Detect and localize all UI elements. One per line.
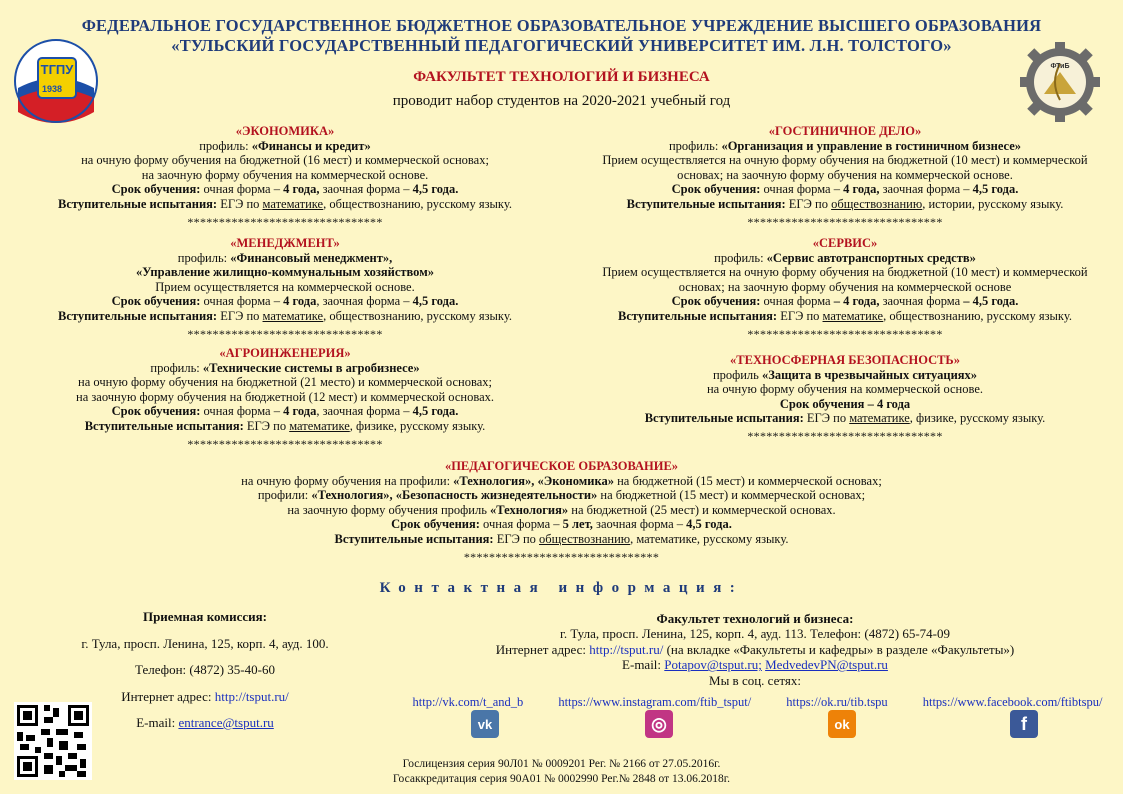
separator: ******************************* [187,436,383,451]
vk-icon[interactable]: vk [471,710,499,738]
program-profile: профиль: «Организация и управление в гостиничном бизнесе» [668,138,1022,153]
program-exams: Вступительные испытания: ЕГЭ по математике, обществознанию, русскому языку. [58,196,512,211]
program-exams: Вступительные испытания: ЕГЭ по обществознанию, математике, русскому языку. [334,531,789,546]
admission-web-link[interactable]: http://tsput.ru/ [214,688,289,704]
program-line: на очную форму обучения на бюджетной (16 мест) и коммерческой основах; [81,153,489,168]
separator: ******************************* [747,428,943,443]
faculty-web: Интернет адрес: http://tsput.ru/ (на вкладке «Факультеты и кафедры» в разделе «Факультеты») [495,641,1015,657]
program-line: Прием осуществляется на очную форму обучения на бюджетной (10 мест) и коммерческой [602,265,1088,280]
program-title: «АГРОИНЖЕНЕРИЯ» [219,346,351,360]
program-title: «ПЕДАГОГИЧЕСКОЕ ОБРАЗОВАНИЕ» [444,459,679,473]
separator: ******************************* [463,549,660,564]
program-term: Срок обучения: очная форма – 4 года, заочная форма – 4,5 года. [671,182,1019,197]
program-management [15,236,555,341]
program-profile: профиль: «Финансовый менеджмент», [177,250,393,265]
contacts-title: Контактная информация: [379,580,744,596]
program-exams: Вступительные испытания: ЕГЭ по математике, обществознанию, русскому языку. [58,308,512,323]
faculty-address: г. Тула, просп. Ленина, 125, корп. 4, ауд. 113. Телефон: (4872) 65-74-09 [560,626,950,642]
svg-text:ТГПУ: ТГПУ [40,62,74,77]
program-title: «ЭКОНОМИКА» [235,124,335,138]
program-line: на очную форму обучения на коммерческой основе. [706,382,983,397]
admission-title: Приемная комиссия: [142,609,268,624]
program-title: «МЕНЕДЖМЕНТ» [230,236,340,250]
instagram-icon[interactable]: ◎ [645,710,673,738]
program-profile-2: «Управление жилищно-коммунальным хозяйством» [136,265,434,280]
program-exams: Вступительные испытания: ЕГЭ по математике, физике, русскому языку. [84,418,486,433]
admission-web: Интернет адрес: http://tsput.ru/ [121,688,289,704]
program-line: профили: «Технология», «Безопасность жизнедеятельности» на бюджетной (15 мест) и коммерческой основах; [257,488,866,503]
program-line: на заочную форму обучения на бюджетной (12 мест) и коммерческой основах. [76,389,494,404]
program-line: основах; на заочную форму обучения на коммерческой основе. [677,167,1013,182]
admission-phone: Телефон: (4872) 35-40-60 [135,662,275,677]
program-title: «СЕРВИС» [812,236,878,250]
social-link-ok[interactable]: https://ok.ru/tib.tspu [786,695,888,709]
program-economics [15,124,555,229]
social-link-facebook[interactable]: https://www.facebook.com/ftibtspu/ [922,695,1103,709]
program-term: Срок обучения: очная форма – 4 года, заочная форма – 4,5 года. [111,404,459,419]
program-profile: профиль: «Технические системы в агробизнесе» [150,360,420,375]
program-term: Срок обучения: очная форма – 5 лет, заочная форма – 4,5 года. [391,517,732,532]
social-link-vk[interactable]: http://vk.com/t_and_b [412,695,524,709]
program-agro [15,346,555,451]
program-line: на заочную форму обучения на коммерческой основе. [141,167,429,182]
program-exams: Вступительные испытания: ЕГЭ по обществознанию, истории, русскому языку. [626,196,1064,211]
faculty-title: ФАКУЛЬТЕТ ТЕХНОЛОГИЙ И БИЗНЕСА [413,69,710,85]
social-links [395,695,1120,710]
program-technosphere [570,353,1120,444]
program-line: Прием осуществляется на очную форму обучения на бюджетной (10 мест) и коммерческой [602,153,1088,168]
program-profile: профиль: «Финансы и кредит» [199,138,371,153]
program-exams: Вступительные испытания: ЕГЭ по математике, физике, русскому языку. [644,411,1046,426]
program-service [570,236,1120,341]
social-label: Мы в соц. сетях: [709,672,801,688]
faculty-web-link[interactable]: http://tsput.ru/ [589,641,664,657]
admission-email: E-mail: entrance@tsput.ru [136,715,274,730]
program-line: на очную форму обучения на профили: «Технология», «Экономика» на бюджетной (15 мест) и коммерческой основах; [241,473,882,488]
admission-address: г. Тула, просп. Ленина, 125, корп. 4, ауд. 100. [81,635,329,651]
faculty-email-link-2[interactable]: MedvedevPN@tsput.ru [765,657,888,673]
program-line: Прием осуществляется на коммерческой основе. [155,279,415,294]
program-line: на заочную форму обучения профиль «Технология» на бюджетной (25 мест) и коммерческой основах. [287,502,836,517]
faculty-contacts-title: Факультет технологий и бизнеса: [656,611,854,626]
separator: ******************************* [187,214,383,229]
ok-icon[interactable]: ok [828,710,856,738]
program-line: основах; на заочную форму обучения на коммерческой основе [678,279,1012,294]
faculty-contacts [390,611,1120,688]
separator: ******************************* [747,214,943,229]
footer-license: Гослицензия серия 90Л01 № 0009201 Рег. № 2166 от 27.05.2016г. [402,758,721,770]
faculty-email: E-mail: Potapov@tsput.ru; MedvedevPN@tsput.ru [622,657,888,673]
separator: ******************************* [747,326,943,341]
program-pedagogy [0,459,1123,564]
svg-text:ФТиБ: ФТиБ [1050,63,1070,70]
faculty-subtitle: проводит набор студентов на 2020-2021 учебный год [392,93,731,109]
faculty-email-link-1[interactable]: Potapov@tsput.ru; [664,657,762,673]
footer-accreditation: Госаккредитация серия 90А01 № 0002990 Рег.№ 2848 от 13.06.2018г. [392,773,731,785]
header-line-2: «ТУЛЬСКИЙ ГОСУДАРСТВЕННЫЙ ПЕДАГОГИЧЕСКИЙ УНИВЕРСИТЕТ ИМ. Л.Н. ТОЛСТОГО» [171,36,952,55]
header-line-1: ФЕДЕРАЛЬНОЕ ГОСУДАРСТВЕННОЕ БЮДЖЕТНОЕ ОБРАЗОВАТЕЛЬНОЕ УЧРЕЖДЕНИЕ ВЫСШЕГО ОБРАЗОВАНИЯ [81,16,1042,35]
program-term: Срок обучения: очная форма – 4 года, заочная форма – 4,5 года. [671,294,1019,309]
program-exams: Вступительные испытания: ЕГЭ по математике, обществознанию, русскому языку. [618,308,1072,323]
program-hotel [570,124,1120,229]
program-term: Срок обучения: очная форма – 4 года, заочная форма – 4,5 года. [111,294,459,309]
program-title: «ГОСТИНИЧНОЕ ДЕЛО» [768,124,922,138]
facebook-icon[interactable]: f [1010,710,1038,738]
admission-email-link[interactable]: entrance@tsput.ru [178,715,274,730]
program-profile: профиль «Защита в чрезвычайных ситуациях» [712,367,978,382]
svg-text:1938: 1938 [41,84,63,94]
program-term: Срок обучения – 4 года [779,396,911,411]
program-term: Срок обучения: очная форма – 4 года, заочная форма – 4,5 года. [111,182,459,197]
program-line: на очную форму обучения на бюджетной (21 место) и коммерческой основах; [78,375,492,390]
program-title: «ТЕХНОСФЕРНАЯ БЕЗОПАСНОСТЬ» [730,353,960,367]
social-link-instagram[interactable]: https://www.instagram.com/ftib_tsput/ [558,695,752,709]
separator: ******************************* [187,326,383,341]
program-profile: профиль: «Сервис автотранспортных средств» [714,250,976,265]
